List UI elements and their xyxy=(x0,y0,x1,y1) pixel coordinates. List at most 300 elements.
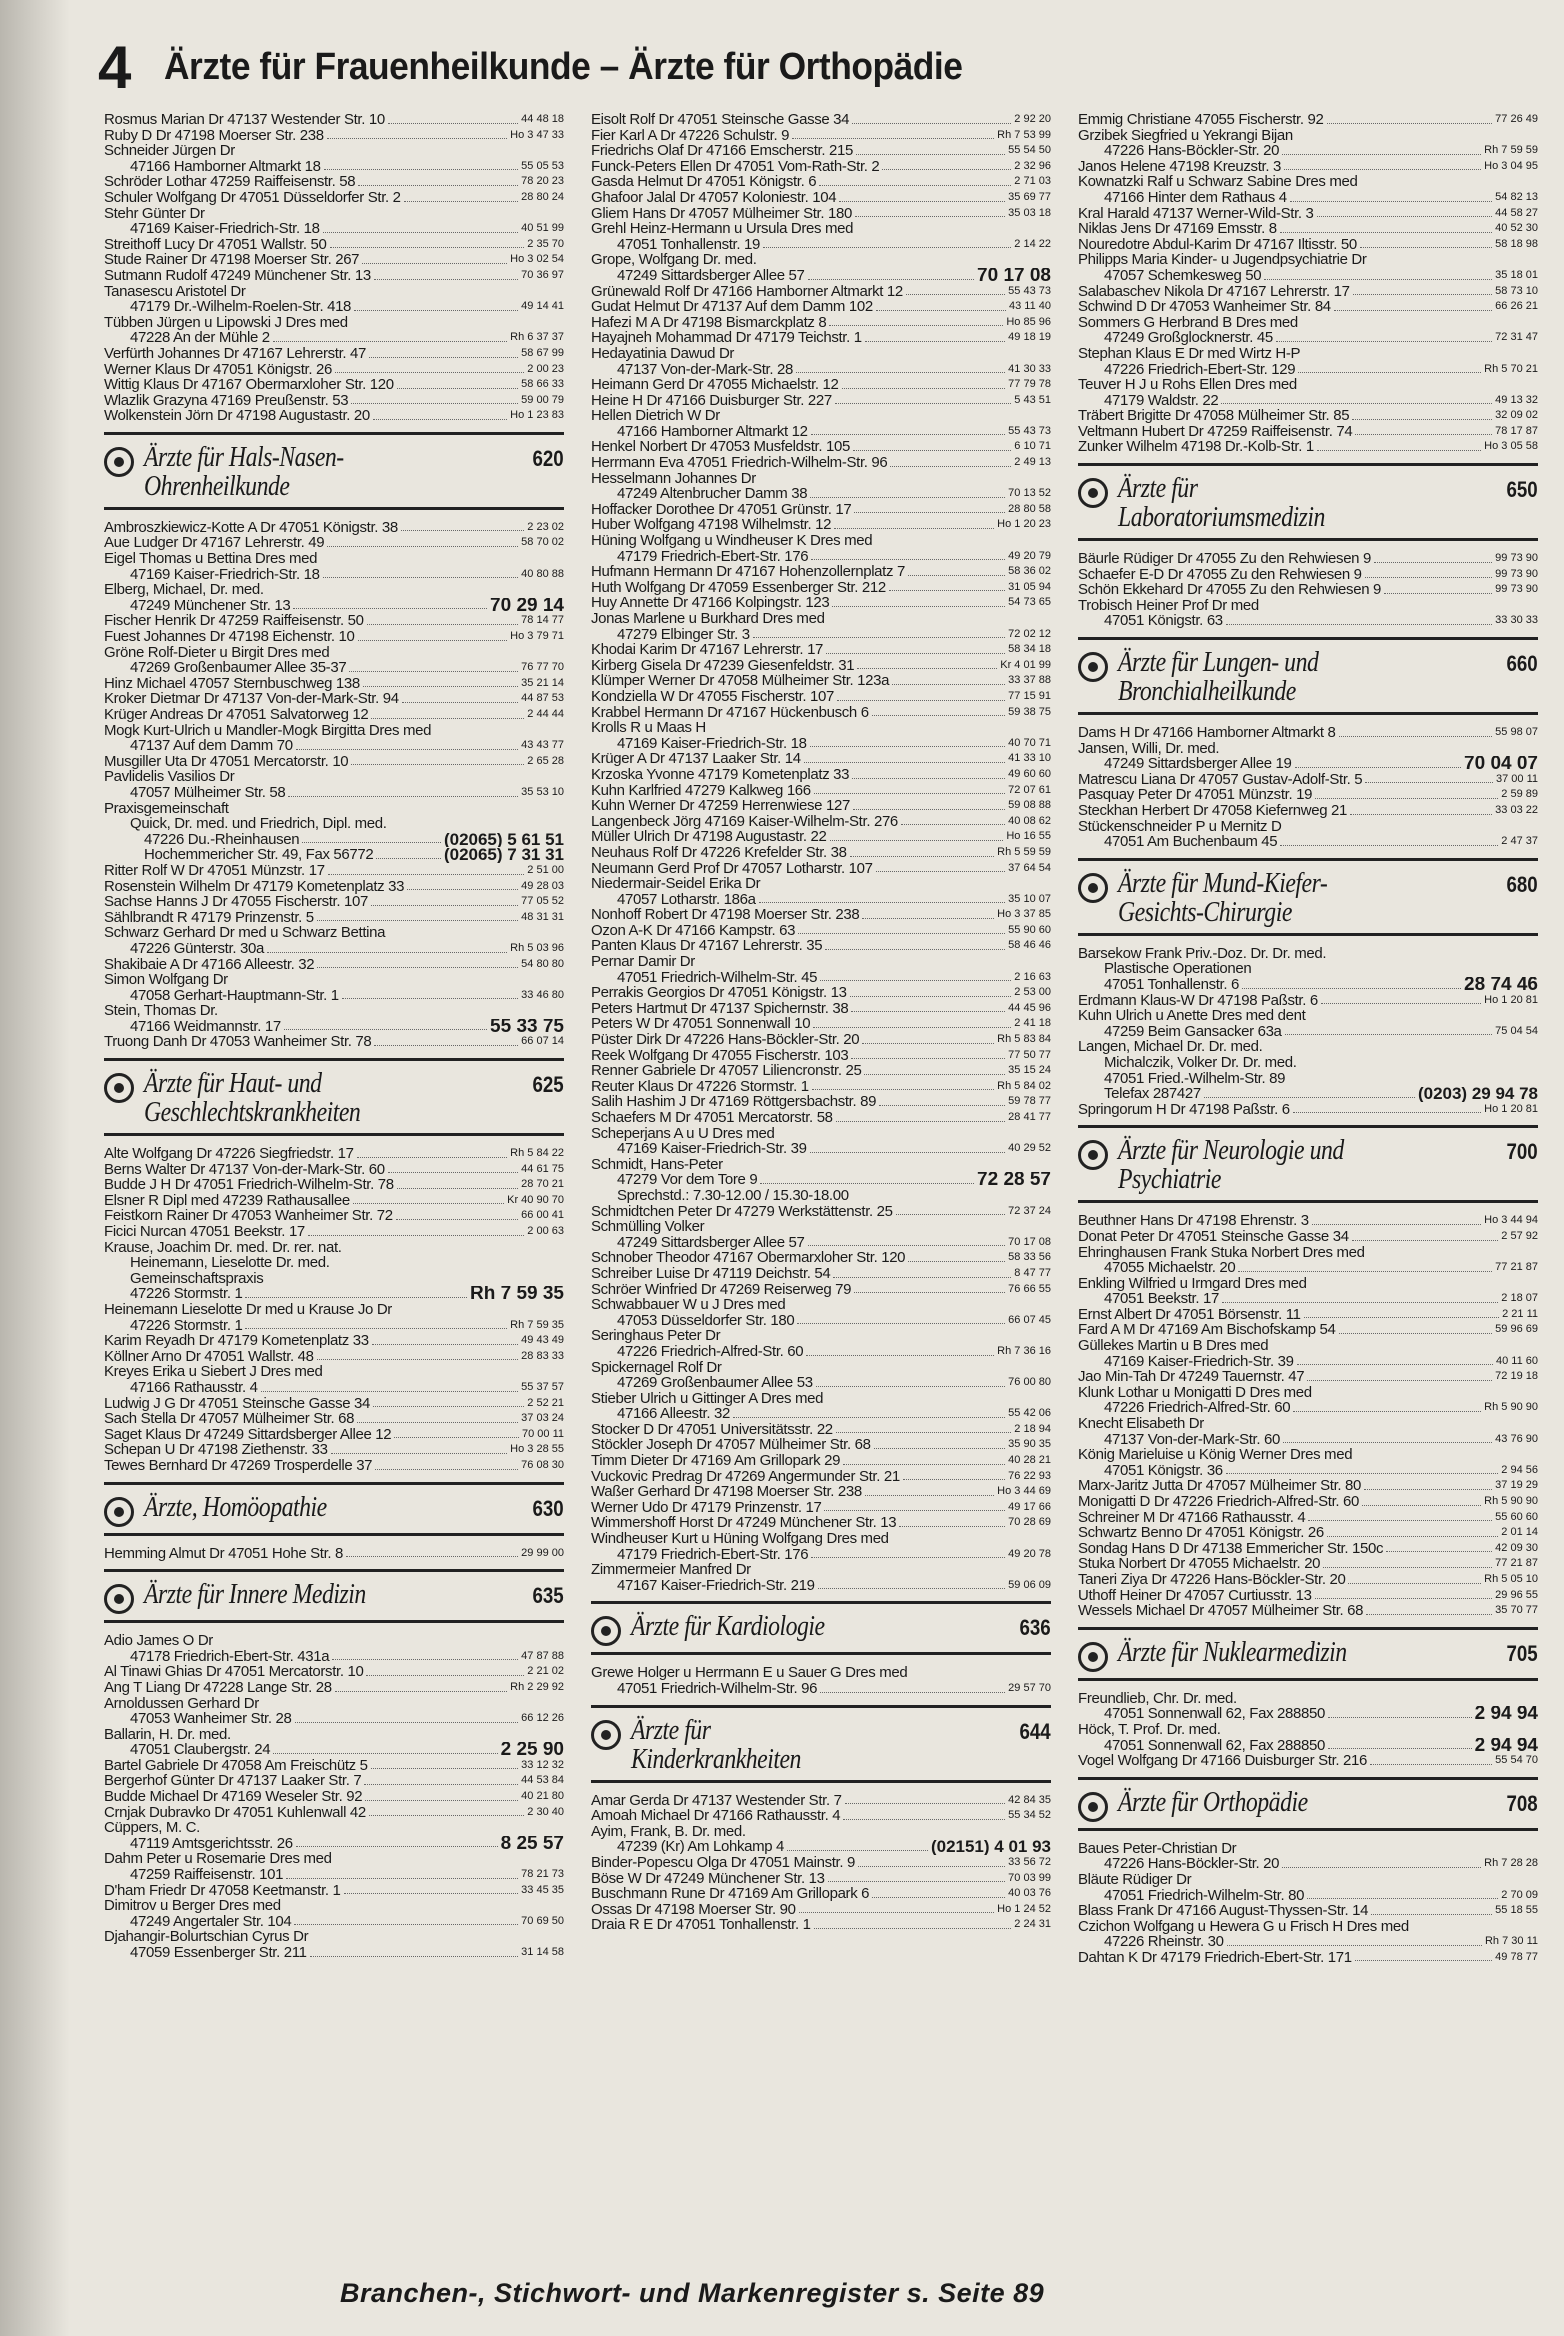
dot-leader xyxy=(1350,803,1492,815)
entry-phone: 44 45 96 xyxy=(1008,1001,1051,1014)
listing-entry xyxy=(591,689,1051,705)
entry-text: Michalczik, Volker Dr. Dr. med. xyxy=(1104,1054,1297,1071)
entry-text: Tanasescu Aristotel Dr xyxy=(104,283,246,300)
dot-leader xyxy=(351,393,518,405)
entry-phone: 28 41 77 xyxy=(1008,1111,1051,1123)
entry-text: Dams H Dr 47166 Hamborner Altmarkt 8 xyxy=(1078,725,1336,741)
entry-text: Verfürth Johannes Dr 47167 Lehrerstr. 47 xyxy=(104,345,367,362)
entry-phone: (02151) 4 01 93 xyxy=(930,1839,1051,1855)
listing-entry xyxy=(591,439,1051,455)
entry-phone: 31 05 94 xyxy=(1008,580,1051,593)
dot-leader xyxy=(814,783,1005,795)
dot-leader xyxy=(374,1034,518,1046)
dot-leader xyxy=(1312,1213,1481,1225)
entry-phone: 43 76 90 xyxy=(1495,1432,1538,1445)
entry-phone: Rh 5 59 59 xyxy=(997,845,1051,858)
entry-phone: 8 25 57 xyxy=(500,1835,564,1852)
listing-entry xyxy=(1078,330,1538,346)
dot-leader xyxy=(331,1442,508,1454)
listing-entry xyxy=(591,580,1051,596)
entry-phone: 59 38 75 xyxy=(1008,705,1051,718)
entry-text: Waßer Gerhard Dr 47198 Moerser Str. 238 xyxy=(591,1484,862,1500)
entry-phone: Rh 5 90 90 xyxy=(1484,1495,1538,1507)
listing-entry xyxy=(104,1789,564,1805)
dot-leader xyxy=(799,1902,995,1914)
entry-text: Vogel Wolfgang Dr 47166 Duisburger Str. 216 xyxy=(1078,1753,1368,1769)
listing-entry xyxy=(104,408,564,424)
entry-phone: 6 10 71 xyxy=(1014,440,1051,453)
column-1 xyxy=(104,112,564,2202)
listing-entry xyxy=(591,985,1051,1001)
entry-text: 47249 Sittardsberger Allee 57 xyxy=(617,267,805,284)
entry-phone: Ho 3 04 95 xyxy=(1484,159,1538,172)
entry-phone: Ho 1 23 83 xyxy=(510,409,564,422)
listing-entry xyxy=(591,455,1051,471)
dot-leader xyxy=(836,1110,1005,1122)
dot-leader xyxy=(896,1204,1006,1216)
listing-entry xyxy=(1078,206,1538,222)
listing-entry xyxy=(591,1547,1051,1563)
listing-entry xyxy=(1078,362,1538,378)
entry-text: Ehringhausen Frank Stuka Norbert Dres med xyxy=(1078,1244,1365,1261)
dot-leader xyxy=(1280,834,1498,846)
entry-text: 47166 Hamborner Altmarkt 18 xyxy=(130,158,321,175)
entry-phone: Rh 5 05 10 xyxy=(1484,1572,1538,1585)
entry-text: Schmidtchen Peter Dr 47279 Werkstättenstr. 25 xyxy=(591,1203,893,1220)
section-heading xyxy=(104,1482,564,1536)
entry-text: Niklas Jens Dr 47169 Emsstr. 8 xyxy=(1078,221,1277,237)
entry-text: Stein, Thomas Dr. xyxy=(104,1003,218,1019)
entry-text: Donat Peter Dr 47051 Steinsche Gasse 34 xyxy=(1078,1228,1349,1245)
entry-text: 47226 Stormstr. 1 xyxy=(130,1286,243,1302)
listing-entry xyxy=(104,1546,564,1562)
entry-text: Stuka Norbert Dr 47055 Michaelstr. 20 xyxy=(1078,1556,1321,1572)
listing-entry xyxy=(591,1500,1051,1516)
entry-text: 47226 Friedrich-Ebert-Str. 129 xyxy=(1104,361,1296,378)
listing-entry xyxy=(591,751,1051,767)
section-code: 630 xyxy=(532,1495,564,1521)
listing-entry xyxy=(1078,946,1538,962)
entry-phone: 49 60 60 xyxy=(1008,767,1051,780)
section-title: Ärzte für Laboratoriumsmedizin xyxy=(1118,472,1325,534)
entry-phone: Ho 3 44 94 xyxy=(1484,1214,1538,1227)
entry-text: Taneri Ziya Dr 47226 Hans-Böckler-Str. 20 xyxy=(1078,1571,1346,1588)
entry-text: 47279 Elbinger Str. 3 xyxy=(617,626,750,643)
listing-entry xyxy=(591,1219,1051,1235)
entry-phone: Kr 40 90 70 xyxy=(507,1193,564,1206)
listing-entry xyxy=(1078,1039,1538,1055)
listing-entry xyxy=(1078,1950,1538,1966)
section-target-icon xyxy=(591,1616,621,1646)
listing-entry xyxy=(591,1328,1051,1344)
listing-entry xyxy=(591,892,1051,908)
dot-leader xyxy=(371,894,518,906)
listing-entry xyxy=(591,533,1051,549)
entry-phone: 32 09 02 xyxy=(1495,409,1538,422)
entry-text: 47249 Altenbrucher Damm 38 xyxy=(617,486,808,502)
entry-text: 47166 Weidmannstr. 17 xyxy=(130,1018,281,1035)
entry-phone: 2 51 00 xyxy=(527,863,564,876)
entry-phone: 49 78 77 xyxy=(1495,1950,1538,1963)
listing-entry xyxy=(104,1224,564,1240)
section-target-icon xyxy=(1078,1140,1108,1170)
entry-phone: 72 07 61 xyxy=(1008,783,1051,796)
listing-entry xyxy=(1078,1229,1538,1245)
dot-leader xyxy=(899,1515,1005,1527)
listing-entry xyxy=(1078,741,1538,757)
listing-entry xyxy=(591,1172,1051,1188)
entry-phone: 58 67 99 xyxy=(521,346,564,359)
listing-entry xyxy=(1078,1400,1538,1416)
entry-phone: 31 14 58 xyxy=(521,1946,564,1958)
listing-entry xyxy=(591,1297,1051,1313)
listing-entry xyxy=(591,627,1051,643)
entry-phone: 77 21 87 xyxy=(1495,1261,1538,1274)
entry-phone: 2 25 90 xyxy=(500,1742,564,1758)
section-heading xyxy=(1078,1627,1538,1681)
entry-text: Eisolt Rolf Dr 47051 Steinsche Gasse 34 xyxy=(591,112,850,128)
entry-phone: 70 17 08 xyxy=(1008,1235,1051,1248)
entry-text: Freundlieb, Chr. Dr. med. xyxy=(1078,1690,1237,1707)
entry-text: König Marieluise u König Werner Dres med xyxy=(1078,1447,1353,1463)
entry-phone: 77 15 91 xyxy=(1008,689,1051,702)
dot-leader xyxy=(798,923,1005,935)
entry-phone: Ho 85 96 xyxy=(1006,315,1051,328)
entry-text: Herrmann Eva 47051 Friedrich-Wilhelm-Str. 96 xyxy=(591,455,888,471)
dot-leader xyxy=(763,237,1011,249)
dot-leader xyxy=(296,738,518,750)
entry-text: Stephan Klaus E Dr med Wirtz H-P xyxy=(1078,345,1301,362)
listing-entry xyxy=(591,1578,1051,1594)
entry-text: Simon Wolfgang Dr xyxy=(104,972,228,988)
listing-entry xyxy=(104,972,564,988)
page-edge-shadow xyxy=(0,0,70,2336)
listing-entry xyxy=(104,832,564,848)
listing-entry xyxy=(1078,284,1538,300)
entry-text: Hüning Wolfgang u Windheuser K Dres med xyxy=(591,533,873,549)
dot-leader xyxy=(796,362,1005,374)
dot-leader xyxy=(1348,1572,1481,1584)
dot-leader xyxy=(876,299,1006,311)
listing-entry xyxy=(104,879,564,895)
section-code: 635 xyxy=(532,1583,564,1609)
entry-text: Püster Dirk Dr 47226 Hans-Böckler-Str. 20 xyxy=(591,1032,860,1048)
entry-text: Ozon A-K Dr 47166 Kampstr. 63 xyxy=(591,922,796,939)
listing-entry xyxy=(104,582,564,598)
entry-text: Schwabbauer W u J Dres med xyxy=(591,1297,786,1313)
listing-entry xyxy=(104,629,564,645)
listing-entry xyxy=(591,1484,1051,1500)
footer-register-note: Branchen-, Stichwort- und Markenregister s. Seite 89 xyxy=(340,2278,1045,2308)
dot-leader xyxy=(1226,613,1492,625)
entry-phone: 99 73 90 xyxy=(1495,567,1538,580)
entry-phone: 59 96 69 xyxy=(1495,1323,1538,1336)
dot-leader xyxy=(1315,1588,1493,1600)
dot-leader xyxy=(1327,1525,1498,1537)
listing-entry xyxy=(1078,1322,1538,1338)
listing-entry xyxy=(1078,1919,1538,1935)
dot-leader xyxy=(787,1839,928,1851)
entry-text: 47226 Stormstr. 1 xyxy=(130,1317,243,1334)
listing-entry xyxy=(104,1162,564,1178)
listing-entry xyxy=(1078,1691,1538,1707)
dot-leader xyxy=(267,941,507,953)
listing-entry xyxy=(1078,221,1538,237)
listing-entry xyxy=(104,1349,564,1365)
entry-text: Huth Wolfgang Dr 47059 Essenberger Str. 212 xyxy=(591,579,886,596)
entry-text: Hinz Michael 47057 Sternbuschweg 138 xyxy=(104,675,360,692)
dot-leader xyxy=(833,1266,1011,1278)
dot-leader xyxy=(889,580,1005,592)
entry-text: Sachse Hanns J Dr 47055 Fischerstr. 107 xyxy=(104,894,368,910)
listing-entry xyxy=(104,1898,564,1914)
entry-text: Sprechstd.: 7.30-12.00 / 15.30-18.00 xyxy=(617,1187,849,1204)
entry-text: 47249 Großglocknerstr. 45 xyxy=(1104,330,1273,346)
dot-leader xyxy=(284,1019,487,1031)
dot-leader xyxy=(324,159,519,171)
entry-phone: 58 73 10 xyxy=(1495,284,1538,297)
dot-leader xyxy=(1238,1260,1492,1272)
entry-phone: 33 30 33 xyxy=(1495,614,1538,627)
dot-leader xyxy=(1298,362,1481,374)
entry-text: Kondziella W Dr 47055 Fischerstr. 107 xyxy=(591,688,835,705)
section-target-icon xyxy=(104,1497,134,1527)
dot-leader xyxy=(856,143,1005,155)
dot-leader xyxy=(344,1883,519,1895)
entry-text: 47137 Von-der-Mark-Str. 28 xyxy=(617,361,793,378)
entry-text: 47169 Kaiser-Friedrich-Str. 18 xyxy=(130,566,320,583)
listing-entry xyxy=(104,645,564,661)
entry-text: Schmidt, Hans-Peter xyxy=(591,1156,723,1173)
entry-text: Tübben Jürgen u Lipowski J Dres med xyxy=(104,314,348,331)
entry-phone: 2 94 94 xyxy=(1474,1737,1538,1754)
entry-phone: 70 17 08 xyxy=(977,267,1051,284)
entry-text: Feistkorn Rainer Dr 47053 Wanheimer Str. 72 xyxy=(104,1208,393,1225)
listing-entry xyxy=(1078,190,1538,206)
entry-text: Czichon Wolfgang u Hewera G u Frisch H Dres med xyxy=(1078,1918,1409,1935)
entry-text: Binder-Popescu Olga Dr 47051 Mainstr. 9 xyxy=(591,1854,855,1871)
dot-leader xyxy=(820,970,1011,982)
entry-phone: Ho 1 24 52 xyxy=(997,1902,1051,1915)
entry-text: Gröne Rolf-Dieter u Birgit Dres med xyxy=(104,644,330,661)
listing-entry xyxy=(104,1929,564,1945)
entry-phone: 76 00 80 xyxy=(1008,1376,1051,1389)
section-target-icon xyxy=(1078,1792,1108,1822)
listing-entry xyxy=(104,393,564,409)
entry-phone: 42 09 30 xyxy=(1495,1541,1538,1554)
listing-entry xyxy=(591,720,1051,736)
entry-phone: 2 44 44 xyxy=(527,708,564,720)
entry-text: Dimitrov u Berger Dres med xyxy=(104,1898,281,1914)
entry-phone: 33 45 35 xyxy=(521,1883,564,1896)
entry-phone: 2 14 22 xyxy=(1014,237,1051,250)
entry-phone: 44 61 75 xyxy=(521,1162,564,1175)
section-heading xyxy=(104,432,564,510)
entry-text: Fier Karl A Dr 47226 Schulstr. 9 xyxy=(591,127,790,144)
entry-text: Werner Udo Dr 47179 Prinzenstr. 17 xyxy=(591,1499,822,1516)
dot-leader xyxy=(804,751,1005,763)
dot-leader xyxy=(401,520,524,532)
entry-text: Truong Danh Dr 47053 Wanheimer Str. 78 xyxy=(104,1034,372,1051)
entry-text: Windheuser Kurt u Hüning Wolfgang Dres med xyxy=(591,1531,889,1547)
entry-text: Vuckovic Predrag Dr 47269 Angermunder Str. 21 xyxy=(591,1468,900,1485)
dot-leader xyxy=(1221,393,1492,405)
entry-phone: 2 53 00 xyxy=(1014,986,1051,999)
entry-text: 47169 Kaiser-Friedrich-Str. 39 xyxy=(1104,1353,1294,1370)
entry-text: Knecht Elisabeth Dr xyxy=(1078,1416,1204,1432)
entry-text: Ballarin, H. Dr. med. xyxy=(104,1726,231,1743)
entry-text: Grünewald Rolf Dr 47166 Hamborner Altmarkt 12 xyxy=(591,283,903,300)
entry-text: Tewes Bernhard Dr 47269 Trosperdelle 37 xyxy=(104,1457,373,1474)
dot-leader xyxy=(876,861,1006,873)
dot-leader xyxy=(362,252,507,264)
entry-text: Schmülling Volker xyxy=(591,1219,705,1235)
entry-text: Sondag Hans D Dr 47138 Emmericher Str. 150c xyxy=(1078,1540,1384,1557)
entry-text: Böse W Dr 47249 Münchener Str. 13 xyxy=(591,1870,825,1887)
listing-entry xyxy=(104,894,564,910)
dot-leader xyxy=(328,863,525,875)
entry-phone: 70 69 50 xyxy=(521,1914,564,1927)
dot-leader xyxy=(839,190,1005,202)
entry-phone: Rh 2 29 92 xyxy=(510,1680,564,1693)
dot-leader xyxy=(857,658,997,670)
listing-entry xyxy=(591,206,1051,222)
listing-entry xyxy=(591,502,1051,518)
listing-entry xyxy=(1078,1432,1538,1448)
listing-entry xyxy=(1078,598,1538,614)
entry-text: 47226 Du.-Rheinhausen xyxy=(144,831,300,848)
entry-phone: 49 28 03 xyxy=(521,879,564,892)
entry-phone: 47 87 88 xyxy=(521,1649,564,1662)
listing-entry xyxy=(1078,1307,1538,1323)
entry-text: Pavlidelis Vasilios Dr xyxy=(104,769,235,785)
entry-text: Jansen, Willi, Dr. med. xyxy=(1078,740,1220,757)
section-title: Ärzte für Orthopädie xyxy=(1118,1785,1308,1818)
entry-phone: 55 42 06 xyxy=(1008,1407,1051,1420)
section-target-icon xyxy=(1078,873,1108,903)
entry-phone: 28 83 33 xyxy=(521,1349,564,1362)
entry-text: Budde J H Dr 47051 Friedrich-Wilhelm-Str. 78 xyxy=(104,1177,394,1193)
entry-text: Emmig Christiane 47055 Fischerstr. 92 xyxy=(1078,112,1324,128)
entry-text: Jao Min-Tah Dr 47249 Tauernstr. 47 xyxy=(1078,1369,1305,1385)
entry-phone: Ho 16 55 xyxy=(1006,830,1051,843)
dot-leader xyxy=(1321,993,1481,1005)
listing-entry xyxy=(104,206,564,222)
dot-leader xyxy=(1364,1478,1492,1490)
page-header xyxy=(98,32,1528,102)
entry-text: Klümper Werner Dr 47058 Mülheimer Str. 123a xyxy=(591,673,890,689)
listing-entry xyxy=(104,1742,564,1758)
entry-text: 47167 Kaiser-Friedrich-Str. 219 xyxy=(617,1577,815,1594)
dot-leader xyxy=(1327,112,1493,124)
listing-entry xyxy=(104,268,564,284)
dot-leader xyxy=(373,1396,524,1408)
listing-entry xyxy=(591,330,1051,346)
listing-entry xyxy=(591,1126,1051,1142)
entry-text: Gudat Helmut Dr 47137 Auf dem Damm 102 xyxy=(591,299,873,315)
listing-entry xyxy=(1078,143,1538,159)
entry-text: 47051 Tonhallenstr. 19 xyxy=(617,236,760,253)
listing-entry xyxy=(104,1427,564,1443)
listing-entry xyxy=(1078,1024,1538,1040)
dot-leader xyxy=(808,1235,1006,1247)
entry-text: 47228 An der Mühle 2 xyxy=(130,330,270,346)
entry-phone: Ho 3 28 55 xyxy=(510,1443,564,1456)
entry-phone: 70 29 14 xyxy=(490,597,564,614)
listing-entry xyxy=(591,377,1051,393)
entry-text: Praxisgemeinschaft xyxy=(104,800,229,817)
dot-leader xyxy=(829,315,1003,327)
entry-phone: 70 36 97 xyxy=(521,268,564,281)
entry-text: Janos Helene 47198 Kreuzstr. 3 xyxy=(1078,158,1281,175)
section-title: Ärzte, Homöopathie xyxy=(144,1490,327,1523)
entry-phone: 77 50 77 xyxy=(1008,1048,1051,1061)
dot-leader xyxy=(820,1681,1005,1693)
entry-phone: 72 02 12 xyxy=(1008,627,1051,640)
dot-leader xyxy=(396,1208,518,1220)
listing-entry xyxy=(1078,237,1538,253)
section-heading xyxy=(591,1601,1051,1655)
entry-text: Beuthner Hans Dr 47198 Ehrenstr. 3 xyxy=(1078,1213,1309,1229)
dot-leader xyxy=(854,1282,1005,1294)
listing-entry xyxy=(1078,346,1538,362)
dot-leader xyxy=(853,798,1005,810)
entry-phone: 77 79 78 xyxy=(1008,378,1051,391)
listing-entry xyxy=(591,938,1051,954)
entry-phone: Ho 3 02 54 xyxy=(510,253,564,266)
entry-text: Schnober Theodor 47167 Obermarxloher Str. 120 xyxy=(591,1250,906,1266)
listing-entry xyxy=(591,1375,1051,1391)
listing-entry xyxy=(591,1453,1051,1469)
entry-text: Budde Michael Dr 47169 Weseler Str. 92 xyxy=(104,1789,363,1805)
dot-leader xyxy=(903,1469,1005,1481)
listing-entry xyxy=(1078,1872,1538,1888)
entry-text: Krabbel Hermann Dr 47167 Hückenbusch 6 xyxy=(591,704,869,721)
listing-entry xyxy=(104,190,564,206)
dot-leader xyxy=(372,1333,518,1345)
listing-entry xyxy=(104,1333,564,1349)
entry-text: Shakibaie A Dr 47166 Alleestr. 32 xyxy=(104,956,315,973)
entry-text: Blass Frank Dr 47166 August-Thyssen-Str. 14 xyxy=(1078,1903,1369,1919)
entry-text: Wittig Klaus Dr 47167 Obermarxloher Str. 120 xyxy=(104,377,394,393)
listing-entry xyxy=(104,330,564,346)
listing-entry xyxy=(591,1886,1051,1902)
listing-entry xyxy=(104,1146,564,1162)
dot-leader xyxy=(1317,439,1481,451)
entry-text: Schröder Lothar 47259 Raiffeisenstr. 58 xyxy=(104,174,356,190)
entry-phone: 40 08 62 xyxy=(1008,814,1051,827)
listing-entry xyxy=(591,549,1051,565)
entry-phone: 99 73 90 xyxy=(1495,552,1538,565)
listing-entry xyxy=(591,1406,1051,1422)
entry-phone: 41 30 33 xyxy=(1008,362,1051,375)
dot-leader xyxy=(872,705,1005,717)
dot-leader xyxy=(397,377,518,389)
entry-text: 47051 Am Buchenbaum 45 xyxy=(1104,834,1278,850)
listing-entry xyxy=(591,1824,1051,1840)
entry-phone: 2 57 92 xyxy=(1501,1229,1538,1242)
entry-text: Sach Stella Dr 47057 Mülheimer Str. 68 xyxy=(104,1411,355,1427)
entry-text: 47179 Waldstr. 22 xyxy=(1104,392,1219,409)
entry-phone: 28 70 21 xyxy=(521,1178,564,1191)
listing-entry xyxy=(1078,1903,1538,1919)
dot-leader xyxy=(302,832,441,844)
listing-entry xyxy=(104,1458,564,1474)
dot-leader xyxy=(357,1411,518,1423)
listing-entry xyxy=(591,845,1051,861)
listing-entry xyxy=(104,957,564,973)
entry-text: 47226 Friedrich-Alfred-Str. 60 xyxy=(1104,1400,1291,1417)
